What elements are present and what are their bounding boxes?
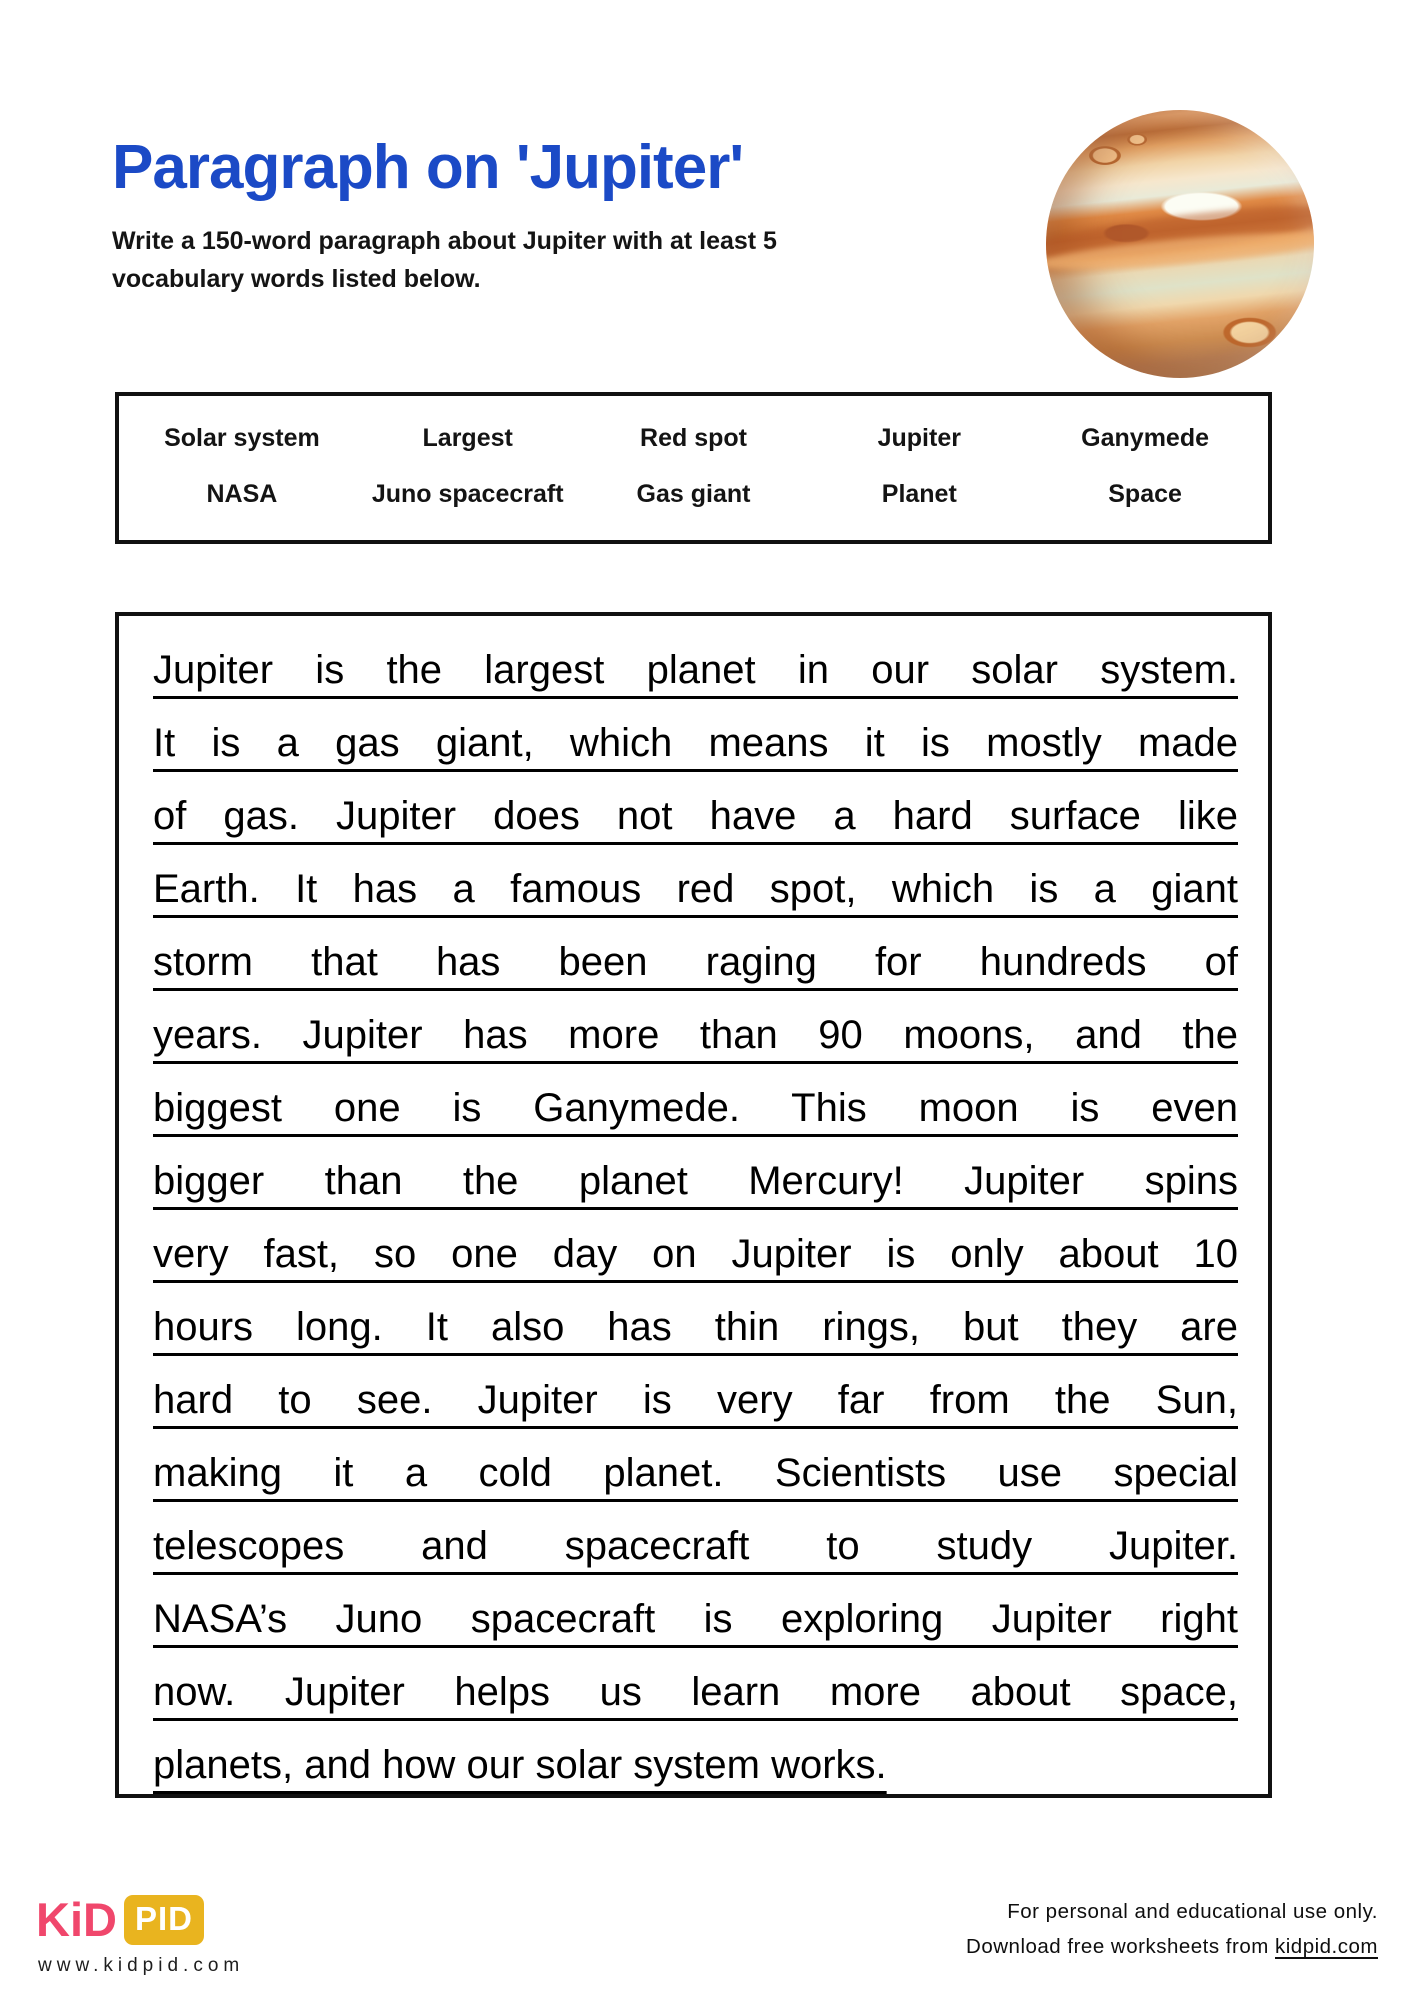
instructions-line-2: vocabulary words listed below.	[112, 265, 481, 293]
paragraph-line: biggest one is Ganymede. This moon is even	[153, 1086, 1238, 1130]
paragraph-line: planets, and how our solar system works.	[153, 1743, 887, 1787]
vocab-word-space: Space	[1108, 479, 1182, 508]
paragraph-line: hours long. It also has thin rings, but they are	[153, 1305, 1238, 1349]
vocab-word-gas-giant: Gas giant	[636, 479, 751, 508]
paragraph-line: making it a cold planet. Scientists use special	[153, 1451, 1238, 1495]
usage-line-2	[966, 1929, 1378, 1964]
vocab-word-jupiter: Jupiter	[877, 423, 961, 452]
kidpid-logo-kid: KiD	[36, 1893, 117, 1946]
paragraph-line: NASA’s Juno spacecraft is exploring Jupiter right	[153, 1597, 1238, 1641]
jupiter-planet-illustration	[1046, 110, 1314, 378]
paragraph-line: Jupiter is the largest planet in our solar system.	[153, 648, 1238, 692]
paragraph-answer-box	[115, 612, 1272, 1798]
instructions-line-1: Write a 150-word paragraph about Jupiter with at least 5	[112, 227, 777, 255]
usage-notice	[966, 1894, 1378, 1964]
paragraph-line: Earth. It has a famous red spot, which is a giant	[153, 867, 1238, 911]
vocab-word-planet: Planet	[881, 479, 957, 508]
paragraph-line: of gas. Jupiter does not have a hard surface like	[153, 794, 1238, 838]
vocab-word-solar-system: Solar system	[164, 423, 320, 452]
usage-line-1: For personal and educational use only.	[1007, 1900, 1378, 1923]
vocab-word-red-spot: Red spot	[640, 423, 747, 452]
vocabulary-word-bank	[115, 392, 1272, 544]
vocab-word-nasa: NASA	[206, 479, 278, 508]
paragraph-line: It is a gas giant, which means it is mostly made	[153, 721, 1238, 765]
paragraph-line: hard to see. Jupiter is very far from the Sun,	[153, 1378, 1238, 1422]
paragraph-line: telescopes and spacecraft to study Jupiter.	[153, 1524, 1238, 1568]
vocab-word-juno-spacecraft: Juno spacecraft	[371, 479, 564, 508]
vocab-word-ganymede: Ganymede	[1081, 423, 1210, 452]
paragraph-line: now. Jupiter helps us learn more about space,	[153, 1670, 1238, 1714]
vocab-word-largest: Largest	[422, 423, 513, 452]
paragraph-line: storm that has been raging for hundreds of	[153, 940, 1238, 984]
kidpid-logo-pid: PID	[124, 1895, 204, 1945]
kidpid-link[interactable]: kidpid.com	[1275, 1935, 1378, 1958]
paragraph-line: years. Jupiter has more than 90 moons, and the	[153, 1013, 1238, 1057]
kidpid-logo	[36, 1892, 244, 1977]
usage-line-2-text: Download free worksheets from	[966, 1935, 1275, 1958]
instructions	[112, 222, 777, 298]
kidpid-website-text: www.kidpid.com	[38, 1955, 245, 1976]
paragraph-line: very fast, so one day on Jupiter is only about 10	[153, 1232, 1238, 1276]
page-title: Paragraph on 'Jupiter'	[112, 133, 744, 202]
paragraph-line: bigger than the planet Mercury! Jupiter spins	[153, 1159, 1238, 1203]
